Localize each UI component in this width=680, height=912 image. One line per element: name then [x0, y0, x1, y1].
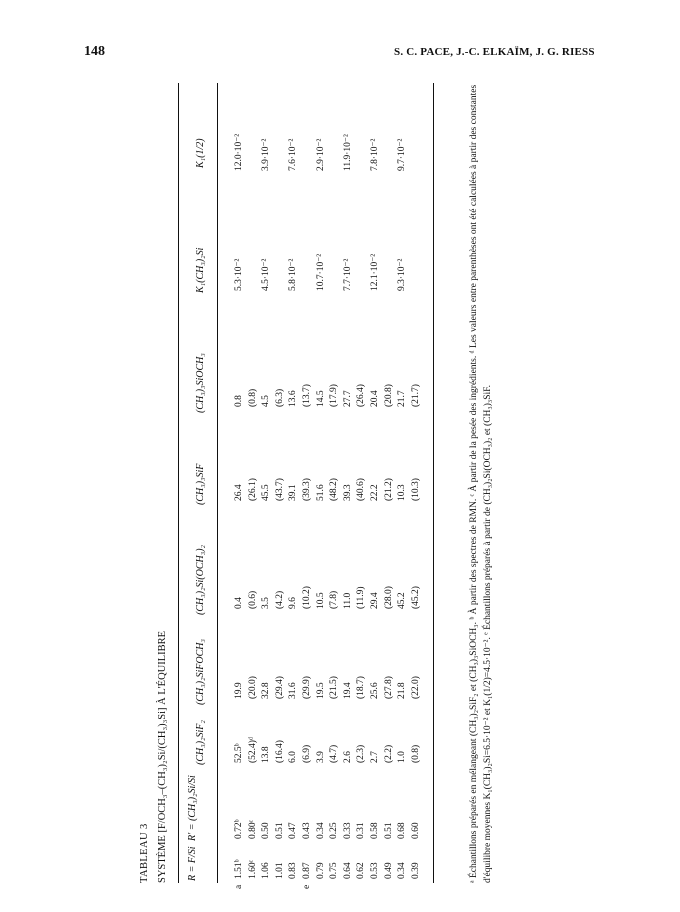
- table-cell: 0.83: [288, 862, 299, 879]
- row-marker: [357, 885, 371, 889]
- table-cell: 20.4: [369, 390, 380, 407]
- row-marker: [371, 885, 385, 889]
- header-dimethyl-difluoride: (CH₃)₂SiF₂: [195, 720, 206, 765]
- table-cell: 2.7: [369, 751, 380, 763]
- table-cell: 0.4: [234, 597, 244, 609]
- table-cell: (17.9): [329, 384, 340, 407]
- table-cell: 2.6: [342, 751, 353, 763]
- table-cell: (21.5): [329, 676, 340, 699]
- table-cell: (43.7): [274, 478, 285, 501]
- table-cell: 3.5: [261, 597, 272, 609]
- table-title: TABLEAU 3: [139, 823, 150, 883]
- row-marker: [385, 885, 399, 889]
- table-cell: (13.7): [301, 384, 312, 407]
- table-cell: 0.50: [261, 822, 272, 839]
- table-cell: (0.8): [247, 388, 258, 407]
- table-cell: (10.2): [301, 586, 312, 609]
- row-marker: e: [301, 884, 312, 889]
- table-cell: (11.9): [356, 586, 367, 609]
- table-cell: 45.2: [397, 592, 408, 609]
- table-cell: (39.3): [301, 478, 312, 501]
- k1-half-value: 12.0·10⁻²: [234, 133, 244, 171]
- row-marker: [398, 885, 412, 889]
- table-cell: 0.51: [274, 822, 285, 839]
- table-cell: 0.68: [397, 822, 408, 839]
- table-cell: 6.0: [288, 751, 299, 763]
- row-marker: [412, 885, 426, 889]
- row-marker: a: [234, 884, 244, 889]
- header-r-prime: R' = (CH₃)₂Si/Si: [187, 775, 198, 841]
- table-cell: 26.4: [234, 484, 244, 501]
- bottom-rule: [433, 83, 434, 883]
- row-marker: [249, 885, 263, 889]
- table-cell: 11.0: [342, 592, 353, 609]
- table-cell: (0.6): [247, 590, 258, 609]
- row-marker: [344, 885, 358, 889]
- table-cell: (10.3): [410, 478, 421, 501]
- k1-dimethyl-value: 7.7·10⁻²: [343, 258, 353, 291]
- table-cell: 27.7: [342, 390, 353, 407]
- header-fluoro-methoxy: (CH₃)₂SiFOCH₃: [195, 639, 206, 705]
- table-cell: 52.5ᵇ: [234, 743, 244, 763]
- table-cell: 9.6: [288, 597, 299, 609]
- column-r: [235, 859, 425, 879]
- table-cell: (22.0): [410, 676, 421, 699]
- table-cell: 29.4: [369, 592, 380, 609]
- table-cell: 1.0: [397, 751, 408, 763]
- row-marker: [289, 885, 303, 889]
- table-cell: 10.3: [397, 484, 408, 501]
- column-dimethyl-difluoride: [235, 737, 425, 763]
- table-cell: (48.2): [329, 478, 340, 501]
- table-cell: 0.34: [315, 822, 326, 839]
- table-cell: 31.6: [288, 682, 299, 699]
- table-cell: (26.4): [356, 384, 367, 407]
- table-cell: 0.39: [410, 862, 421, 879]
- table-cell: 0.8: [234, 395, 244, 407]
- table-cell: (40.6): [356, 478, 367, 501]
- table-cell: 0.87: [301, 862, 312, 879]
- table-cell: 0.53: [369, 862, 380, 879]
- table-cell: 0.62: [356, 862, 367, 879]
- column-r-prime: [235, 819, 425, 839]
- table-cell: 13.6: [288, 390, 299, 407]
- row-marker-column: [235, 885, 425, 889]
- table-cell: (6.9): [301, 744, 312, 763]
- table-cell: (28.0): [383, 586, 394, 609]
- table-cell: (21.2): [383, 478, 394, 501]
- table-cell: 0.72ᵇ: [234, 819, 244, 839]
- top-rule: [178, 83, 179, 883]
- table-cell: (2.2): [383, 744, 394, 763]
- table-cell: 39.1: [288, 484, 299, 501]
- header-dimethoxy: (CH₃)₂Si(OCH₃)₂: [195, 544, 206, 615]
- table-cell: 0.31: [356, 822, 367, 839]
- table-cell: 45.5: [261, 484, 272, 501]
- table-cell: (4.7): [329, 744, 340, 763]
- table-cell: 1.01: [274, 862, 285, 879]
- table-cell: 32.8: [261, 682, 272, 699]
- table-cell: 1.60ᶜ: [247, 859, 258, 879]
- table-cell: 0.47: [288, 822, 299, 839]
- row-marker: [330, 885, 344, 889]
- table-cell: 22.2: [369, 484, 380, 501]
- table-cell: 0.49: [383, 862, 394, 879]
- table-cell: 10.5: [315, 592, 326, 609]
- table-cell: (29.9): [301, 676, 312, 699]
- table-cell: 0.58: [369, 822, 380, 839]
- page-number: 148: [84, 44, 105, 59]
- table-cell: (16.4): [274, 740, 285, 763]
- table-cell: 1.51ᵇ: [234, 859, 244, 879]
- header-k1-half: K₁(1/2): [195, 138, 206, 168]
- row-marker: [317, 885, 331, 889]
- table-cell: (21.7): [410, 384, 421, 407]
- table-cell: 0.80ᶜ: [247, 819, 258, 839]
- table-cell: (20.8): [383, 384, 394, 407]
- table-cell: (52.4)ᵈ: [247, 737, 258, 763]
- table-cell: 13.8: [261, 746, 272, 763]
- table-cell: (27.8): [383, 676, 394, 699]
- header-trimethyl-fluoride: (CH₃)₃SiF: [195, 463, 206, 505]
- table-cell: (0.8): [410, 744, 421, 763]
- table-cell: 19.4: [342, 682, 353, 699]
- table-cell: 0.43: [301, 822, 312, 839]
- table-cell: 39.3: [342, 484, 353, 501]
- table-cell: 0.33: [342, 822, 353, 839]
- column-fluoro-methoxy: [235, 676, 425, 699]
- header-k1-dimethyl: K₁(CH₃)₂Si: [195, 247, 206, 293]
- table-cell: 1.06: [261, 862, 272, 879]
- column-dimethoxy: [235, 586, 425, 609]
- table-cell: 25.6: [369, 682, 380, 699]
- table-cell: (29.4): [274, 676, 285, 699]
- rotated-table-block: [139, 83, 580, 889]
- table-cell: 0.51: [383, 822, 394, 839]
- table-cell: 0.64: [342, 862, 353, 879]
- column-trimethyl-fluoride: [235, 478, 425, 501]
- table-cell: (45.2): [410, 586, 421, 609]
- table-cell: 51.6: [315, 484, 326, 501]
- k1-half-value: 7.8·10⁻²: [370, 138, 380, 171]
- table-cell: (2.3): [356, 744, 367, 763]
- table-footnotes: ᵃ Échantillons préparés en mélangeant (CH₃)₂SiF₂ et (CH₃)₃SiOCH₃. ᵇ À partir des spectres de RMN. ᶜ À partir de la pesée des ingrédients. ᵈ Les valeurs entre parenthèses ont été calculées à partir des constantes d'équilibre moyennes K₁(CH₃)₂Si=6.5·10⁻² et K₁(1/2)=4.5·10⁻². ᵉ Échantillons préparés à partir de (CH₃)₂Si(OCH₃)₂ et (CH₃)₃SiF.: [469, 84, 493, 883]
- k1-dimethyl-value: 10.7·10⁻²: [316, 253, 326, 291]
- table-cell: (20.0): [247, 676, 258, 699]
- table-cell: 19.5: [315, 682, 326, 699]
- k1-half-value: 2.9·10⁻²: [316, 138, 326, 171]
- table-cell: 0.60: [410, 822, 421, 839]
- k1-dimethyl-value: 4.5·10⁻²: [261, 258, 271, 291]
- table-caption: SYSTÈME [F/OCH₃–(CH₃)₂Si/(CH₃)₃Si] À L'ÉQUILIBRE: [157, 630, 168, 883]
- table-cell: (4.2): [274, 590, 285, 609]
- table-cell: 3.9: [315, 751, 326, 763]
- row-marker: [276, 885, 290, 889]
- k1-half-value: 11.9·10⁻²: [343, 134, 353, 171]
- k1-dimethyl-value: 9.3·10⁻²: [397, 258, 407, 291]
- table-cell: (26.1): [247, 478, 258, 501]
- header-r: R = F/Si: [187, 846, 198, 881]
- table-cell: 19.9: [234, 682, 244, 699]
- table-cell: 0.34: [397, 862, 408, 879]
- header-rule: [217, 83, 218, 883]
- k1-dimethyl-value: 5.3·10⁻²: [234, 258, 244, 291]
- column-trimethyl-methoxy: [235, 384, 425, 407]
- k1-half-value: 9.7·10⁻²: [397, 138, 407, 171]
- table-cell: 21.8: [397, 682, 408, 699]
- table-cell: (7.8): [329, 590, 340, 609]
- k1-dimethyl-value: 5.8·10⁻²: [288, 258, 298, 291]
- table-cell: 21.7: [397, 390, 408, 407]
- running-head-authors: S. C. PACE, J.-C. ELKAÏM, J. G. RIESS: [394, 46, 595, 58]
- header-trimethyl-methoxy: (CH₃)₃SiOCH₃: [195, 353, 206, 413]
- table-cell: 14.5: [315, 390, 326, 407]
- row-marker: [262, 885, 276, 889]
- table-cell: (6.3): [274, 388, 285, 407]
- k1-half-value: 7.6·10⁻²: [288, 138, 298, 171]
- table-cell: 0.75: [329, 862, 340, 879]
- table-cell: (18.7): [356, 676, 367, 699]
- table-cell: 0.79: [315, 862, 326, 879]
- table-cell: 0.25: [329, 822, 340, 839]
- k1-dimethyl-value: 12.1·10⁻²: [370, 253, 380, 291]
- table-cell: 4.5: [261, 395, 272, 407]
- k1-half-value: 3.9·10⁻²: [261, 138, 271, 171]
